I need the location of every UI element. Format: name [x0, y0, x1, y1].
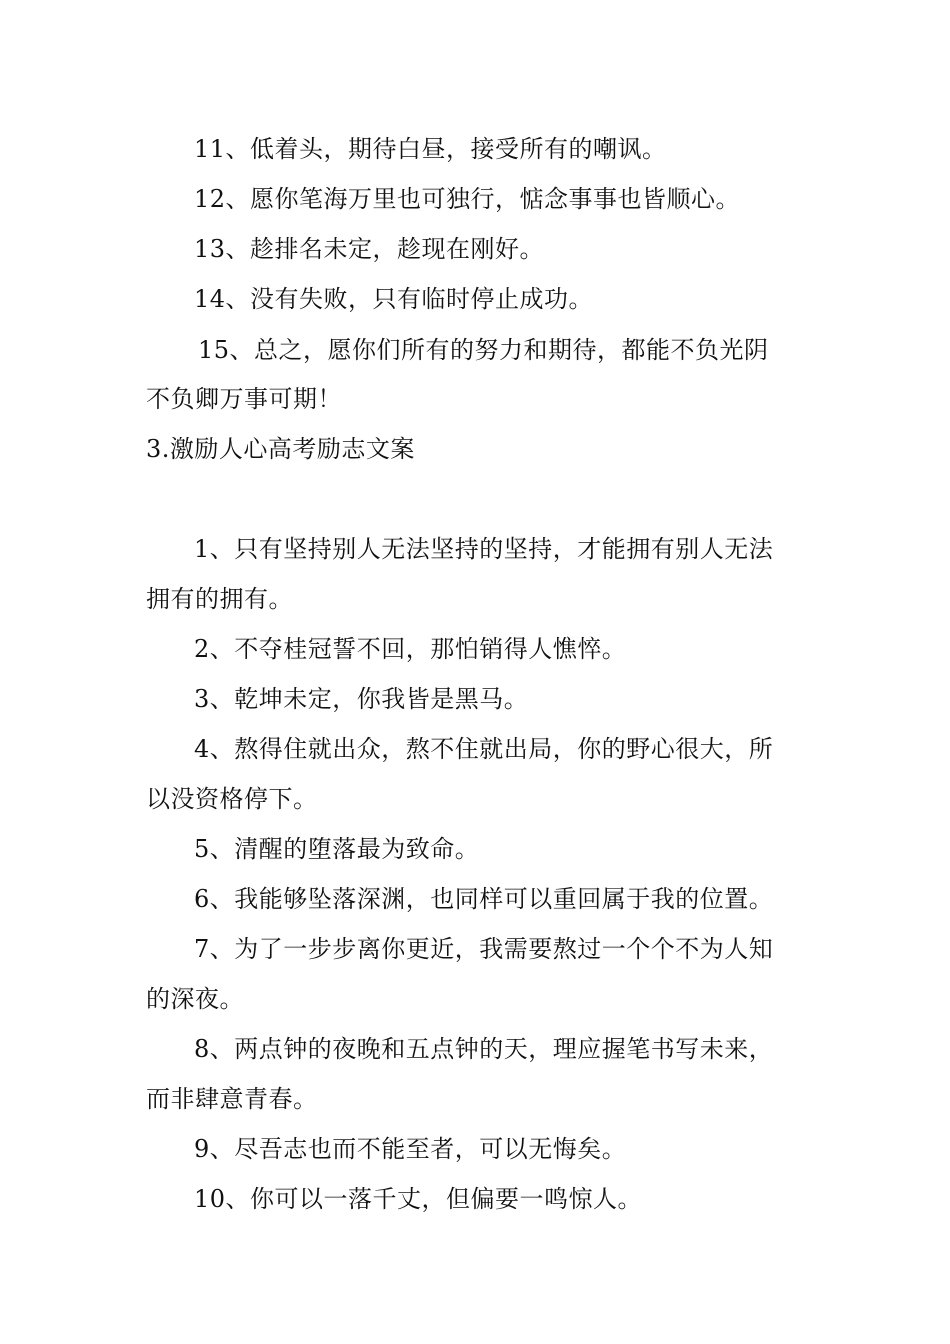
list-item: 1、只有坚持别人无法坚持的坚持，才能拥有别人无法 [194, 535, 774, 563]
list-item: 9、尽吾志也而不能至者，可以无悔矣。 [194, 1135, 627, 1163]
list-item: 15、总之，愿你们所有的努力和期待，都能不负光阴 [198, 336, 769, 364]
list-item-continuation: 的深夜。 [146, 985, 244, 1013]
list-item: 6、我能够坠落深渊，也同样可以重回属于我的位置。 [194, 885, 774, 913]
section-heading: 3.激励人心高考励志文案 [146, 435, 415, 463]
list-item: 7、为了一步步离你更近，我需要熬过一个个不为人知 [194, 935, 774, 963]
list-item: 2、不夺桂冠誓不回，那怕销得人憔悴。 [194, 635, 627, 663]
list-item-continuation: 拥有的拥有。 [146, 585, 293, 613]
list-item: 5、清醒的堕落最为致命。 [194, 835, 480, 863]
list-item: 11、低着头，期待白昼，接受所有的嘲讽。 [194, 135, 667, 163]
list-item-continuation: 以没资格停下。 [146, 785, 318, 813]
list-item: 12、愿你笔海万里也可独行，惦念事事也皆顺心。 [194, 185, 741, 213]
list-item-continuation: 而非肆意青春。 [146, 1085, 318, 1113]
list-item: 10、你可以一落千丈，但偏要一鸣惊人。 [194, 1185, 643, 1213]
list-item: 13、趁排名未定，趁现在刚好。 [194, 235, 545, 263]
list-item: 14、没有失败，只有临时停止成功。 [194, 285, 594, 313]
list-item-continuation: 不负卿万事可期！ [146, 385, 342, 413]
list-item: 8、两点钟的夜晚和五点钟的天，理应握笔书写未来， [194, 1035, 774, 1063]
list-item: 3、乾坤未定，你我皆是黑马。 [194, 685, 529, 713]
list-item: 4、熬得住就出众，熬不住就出局，你的野心很大，所 [194, 735, 774, 763]
